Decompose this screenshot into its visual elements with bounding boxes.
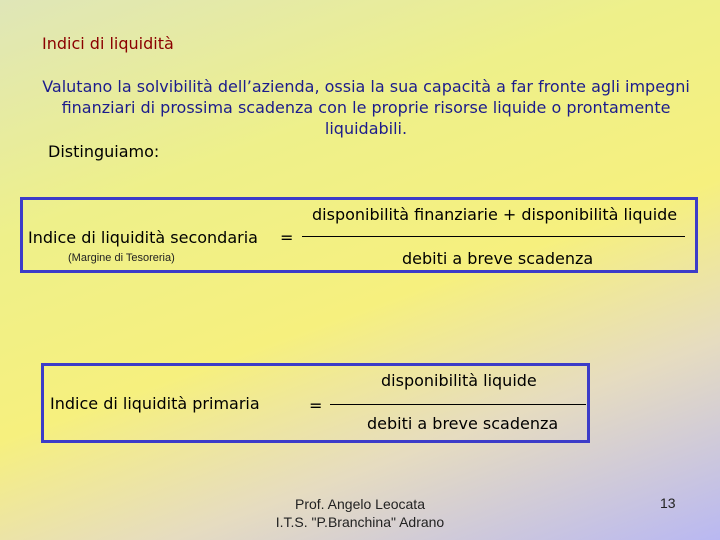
primary-index-label: Indice di liquidità primaria xyxy=(50,394,260,413)
primary-fraction-line xyxy=(330,404,586,405)
footer-school: I.T.S. "P.Branchina" Adrano xyxy=(275,514,445,530)
page-number: 13 xyxy=(660,495,676,511)
footer-author: Prof. Angelo Leocata xyxy=(295,496,425,512)
intro-paragraph: Valutano la solvibilità dell’azienda, ossia la sua capacità a far fronte agli impegni finanziari di prossima scadenza con le proprie risorse liquide o prontamente liquidabili. xyxy=(42,77,690,138)
secondary-fraction-line xyxy=(302,236,685,237)
secondary-denominator: debiti a breve scadenza xyxy=(402,249,594,268)
slide-title: Indici di liquidità xyxy=(42,34,174,53)
secondary-sublabel: (Margine di Tesoreria) xyxy=(68,252,175,264)
primary-equals-sign: = xyxy=(309,396,323,415)
primary-denominator: debiti a breve scadenza xyxy=(367,414,559,433)
secondary-index-label: Indice di liquidità secondaria xyxy=(28,228,258,247)
secondary-numerator: disponibilità finanziarie + disponibilità liquide xyxy=(312,205,678,224)
secondary-equals-sign: = xyxy=(280,228,294,247)
footer-credit xyxy=(240,495,480,531)
primary-numerator: disponibilità liquide xyxy=(381,371,537,390)
distinguish-label: Distinguiamo: xyxy=(48,142,160,161)
